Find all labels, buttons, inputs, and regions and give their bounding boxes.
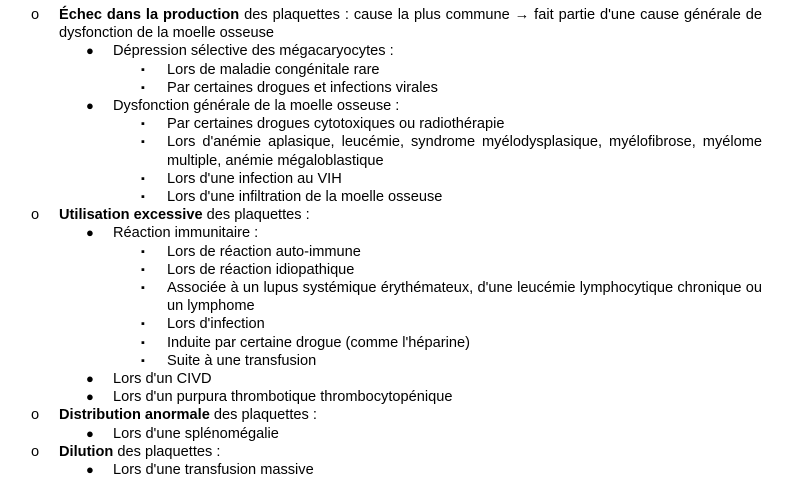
- item-lead-bold: Distribution anormale: [59, 407, 210, 424]
- item-lead-bold: Utilisation excessive: [59, 207, 203, 224]
- document-body: [0, 6, 793, 479]
- item-text: Lors d'un purpura thrombotique thrombocytopénique: [113, 389, 453, 406]
- bullet-dot-marker: ●: [86, 225, 94, 241]
- list-item-level3: [0, 170, 793, 188]
- bullet-square-marker: ▪: [141, 354, 145, 367]
- bullet-dot-marker: ●: [86, 425, 94, 441]
- bullet-circle-marker: o: [31, 7, 40, 23]
- item-text: Induite par certaine drogue (comme l'héparine): [167, 334, 470, 351]
- list-item-level2: [0, 370, 793, 388]
- item-text: Lors de réaction idiopathique: [167, 261, 355, 278]
- bullet-square-marker: ▪: [141, 81, 145, 94]
- list-item-level1: [0, 206, 793, 224]
- bullet-square-marker: ▪: [141, 172, 145, 185]
- item-text: Par certaines drogues cytotoxiques ou radiothérapie: [167, 116, 505, 133]
- list-item-level2: [0, 388, 793, 406]
- item-text: des plaquettes :: [202, 207, 310, 224]
- item-text: Lors de maladie congénitale rare: [167, 61, 380, 78]
- bullet-square-marker: ▪: [141, 136, 145, 149]
- list-item-level3: [0, 133, 793, 169]
- item-text: Lors d'une infiltration de la moelle osseuse: [167, 189, 443, 206]
- list-item-level1: [0, 443, 793, 461]
- item-text: des plaquettes : cause la plus commune → fait partie d'une cause générale de dysfonction de la moelle osseuse: [59, 7, 763, 42]
- list-item-level3: [0, 261, 793, 279]
- item-text: Lors d'anémie aplasique, leucémie, syndrome myélodysplasique, myélofibrose, myélome multiple, anémie mégaloblastique: [167, 134, 762, 169]
- item-text: Lors de réaction auto-immune: [167, 243, 361, 260]
- list-item-level3: [0, 61, 793, 79]
- bullet-circle-marker: o: [31, 207, 40, 224]
- item-text: Lors d'un CIVD: [113, 371, 212, 388]
- list-item-level3: [0, 352, 793, 370]
- list-item-level3: [0, 243, 793, 261]
- item-text: Dépression sélective des mégacaryocytes :: [113, 43, 394, 60]
- bullet-square-marker: ▪: [141, 318, 145, 331]
- item-text: des plaquettes :: [209, 407, 317, 424]
- list-item-level3: [0, 279, 793, 315]
- list-item-level3: [0, 315, 793, 333]
- bullet-circle-marker: o: [31, 443, 40, 460]
- list-item-level3: [0, 115, 793, 133]
- bullet-dot-marker: ●: [86, 389, 94, 405]
- item-text: Lors d'une infection au VIH: [167, 170, 342, 187]
- item-text: Par certaines drogues et infections virales: [167, 79, 438, 96]
- item-text: Suite à une transfusion: [167, 352, 317, 369]
- item-text: Lors d'une splénomégalie: [113, 425, 279, 442]
- item-text: Dysfonction générale de la moelle osseuse :: [113, 98, 400, 115]
- item-lead-bold: Dilution: [59, 443, 114, 460]
- bullet-circle-marker: o: [31, 407, 40, 424]
- list-item-level3: [0, 334, 793, 352]
- item-text: Réaction immunitaire :: [113, 225, 259, 242]
- bullet-dot-marker: ●: [86, 98, 94, 114]
- item-text: Lors d'une transfusion massive: [113, 462, 314, 479]
- list-item-level1: [0, 6, 793, 42]
- list-item-level2: [0, 224, 793, 242]
- item-text: des plaquettes :: [113, 443, 221, 460]
- list-item-level2: [0, 42, 793, 60]
- bullet-square-marker: ▪: [141, 263, 145, 276]
- list-item-level2: [0, 97, 793, 115]
- bullet-dot-marker: ●: [86, 462, 94, 478]
- list-item-level1: [0, 406, 793, 424]
- bullet-square-marker: ▪: [141, 63, 145, 76]
- list-item-level3: [0, 79, 793, 97]
- bullet-square-marker: ▪: [141, 191, 145, 204]
- item-text: Lors d'infection: [167, 316, 265, 333]
- bullet-square-marker: ▪: [141, 336, 145, 349]
- list-item-level3: [0, 188, 793, 206]
- bullet-square-marker: ▪: [141, 282, 145, 295]
- item-lead-bold: Échec dans la production: [59, 7, 240, 23]
- list-item-level2: [0, 461, 793, 479]
- bullet-square-marker: ▪: [141, 245, 145, 258]
- bullet-square-marker: ▪: [141, 118, 145, 131]
- bullet-dot-marker: ●: [86, 43, 94, 59]
- item-text: Associée à un lupus systémique érythémateux, d'une leucémie lymphocytique chronique ou un lymphome: [167, 280, 762, 315]
- list-item-level2: [0, 425, 793, 443]
- bullet-dot-marker: ●: [86, 371, 94, 387]
